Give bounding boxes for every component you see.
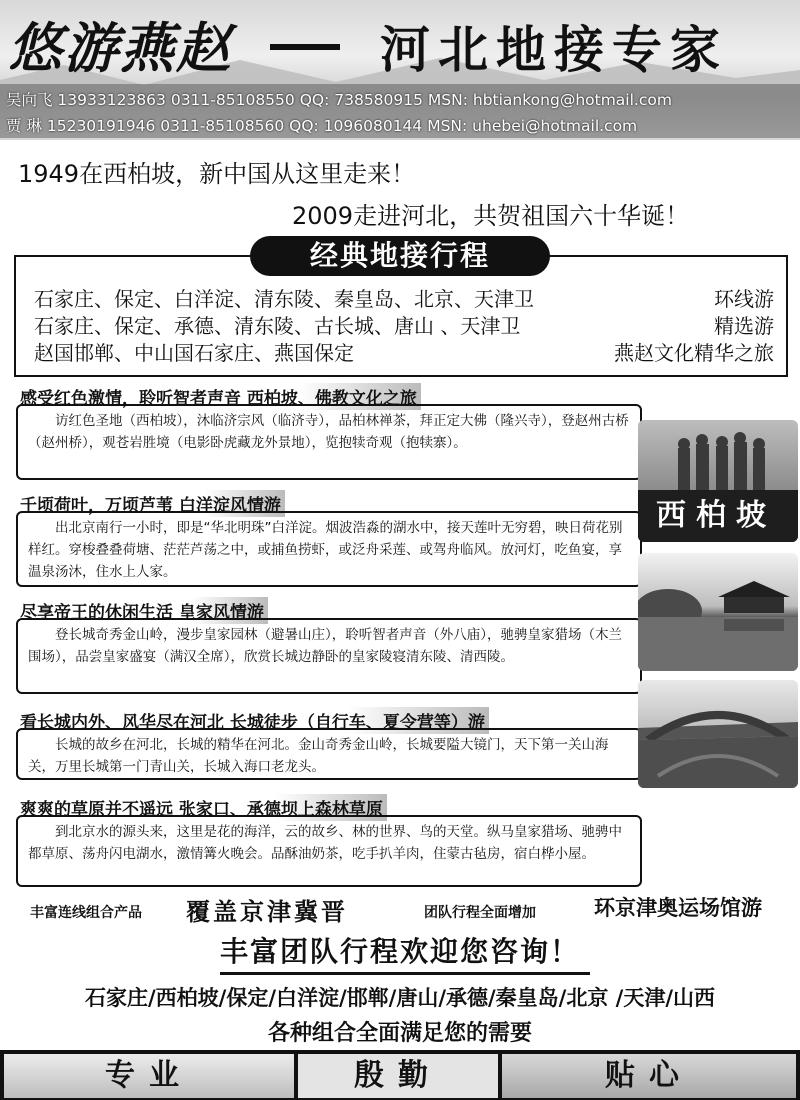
brand-title: 悠游燕赵 [8, 16, 232, 80]
bridge-image [638, 680, 798, 788]
footer-cell-professional: 专业 [4, 1054, 294, 1098]
brand-dash [270, 44, 340, 50]
route-text: 石家庄、保定、承德、清东陵、古长城、唐山 、天津卫 [34, 314, 521, 338]
products-label: 丰富连线组合产品 [30, 905, 142, 921]
tour-title-greatwall: 看长城内外、风华尽在河北 长城徒步（自行车、夏令营等）游 [16, 707, 489, 734]
contact-line-1: 吴向飞 13933123863 0311-85108550 QQ: 738580915 MSN: hbtiankong@hotmail.com [6, 91, 672, 109]
slogan-2009: 2009走进河北，共贺祖国六十华诞！ [292, 202, 690, 230]
tour-desc-xibaipo: 访红色圣地（西柏坡），沐临济宗风（临济寺），品柏林禅茶，拜正定大佛（隆兴寺），登赵州古桥（赵州桥），观苍岩胜境（电影卧虎藏龙外景地），览抱犊奇观（抱犊寨）。 [16, 404, 642, 480]
products-value: 覆盖京津冀晋 [186, 897, 348, 926]
contact-line-2: 贾 琳 15230191946 0311-85108560 QQ: 1096080144 MSN: uhebei@hotmail.com [6, 117, 638, 135]
tour-desc-greatwall: 长城的故乡在河北，长城的精华在河北。金山奇秀金山岭，长城要隘大镜门，天下第一关山海关，万里长城第一门青山关，长城入海口老龙头。 [16, 728, 642, 780]
tour-title-xibaipo: 感受红色激情，聆听智者声音 西柏坡、佛教文化之旅 [16, 383, 421, 410]
xibaipo-caption: 西柏坡 [656, 498, 776, 533]
route-text: 石家庄、保定、白洋淀、清东陵、秦皇岛、北京、天津卫 [34, 287, 534, 311]
route-text: 赵国邯郸、中山国石家庄、燕国保定 [34, 341, 354, 365]
route-row [34, 283, 774, 312]
tour-desc-grassland: 到北京水的源头来，这里是花的海洋，云的故乡、林的世界、鸟的天堂。纵马皇家猎场、驰骋中都草原、荡舟闪电湖水，激情篝火晚会。品酥油奶茶，吃手扒羊肉，住蒙古毡房，宿白桦小屋。 [16, 815, 642, 887]
needs-line: 各种组合全面满足您的需要 [267, 1020, 532, 1046]
route-tag: 环线游 [714, 287, 774, 311]
route-row [34, 337, 774, 366]
city-list: 石家庄/西柏坡/保定/白洋淀/邯郸/唐山/承德/秦皇岛/北京 /天津/山西 [84, 986, 715, 1010]
pavilion-image [638, 553, 798, 671]
footer-cell-considerate: 贴心 [502, 1054, 796, 1098]
route-tag: 精选游 [714, 314, 774, 338]
route-row [34, 310, 774, 339]
brand-subtitle: 河北地接专家 [380, 20, 728, 79]
welcome-banner: 丰富团队行程欢迎您咨询！ [219, 935, 580, 968]
welcome-underline [220, 972, 590, 975]
slogan-1949: 1949在西柏坡，新中国从这里走来！ [18, 160, 416, 188]
tour-desc-baiyangdian: 出北京南行一小时，即是“华北明珠”白洋淀。烟波浩淼的湖水中，接天莲叶无穷碧，映日荷花别样红。穿梭叠叠荷塘、茫茫芦荡之中，或捕鱼捞虾，或泛舟采莲、或驾舟临风。放河灯，吃鱼宴，享温泉汤沐，住水上人家。 [16, 511, 642, 587]
tour-title-baiyangdian: 千顷荷叶，万顷芦苇 白洋淀风情游 [16, 490, 285, 517]
photo-xibaipo [638, 420, 798, 542]
footer-cell-attentive: 殷勤 [298, 1054, 498, 1098]
tour-title-royal: 尽享帝王的休闲生活 皇家风情游 [16, 597, 268, 624]
photo-pavilion [638, 553, 798, 671]
classic-routes-title: 经典地接行程 [250, 236, 550, 276]
photo-zhaozhou-bridge [638, 680, 798, 788]
tour-title-grassland: 爽爽的草原并不遥远 张家口、承德坝上森林草原 [16, 794, 387, 821]
team-label: 团队行程全面增加 [424, 905, 536, 921]
team-value: 环京津奥运场馆游 [594, 895, 762, 920]
route-tag: 燕赵文化精华之旅 [614, 341, 774, 365]
tour-desc-royal: 登长城奇秀金山岭，漫步皇家园林（避暑山庄），聆听智者声音（外八庙），驰骋皇家猎场（木兰围场），品尝皇家盛宴（满汉全席），欣赏长城边静卧的皇家陵寝清东陵、清西陵。 [16, 618, 642, 694]
